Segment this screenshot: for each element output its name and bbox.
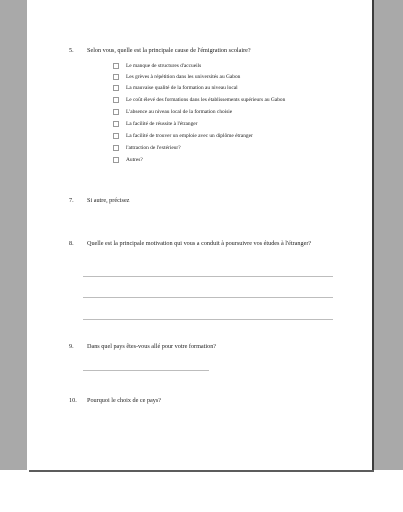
option-label: L'absence au niveau local de la formation choisie [126,109,233,115]
question-number: 8. [69,240,74,247]
question-10 [69,396,329,406]
question-number: 5. [69,47,74,54]
question-9 [69,342,329,352]
checkbox[interactable] [113,157,119,163]
question-5 [69,46,329,56]
checkbox[interactable] [113,121,119,127]
answer-line[interactable] [83,297,333,298]
option-label: Autres? [126,157,143,163]
document-page [27,0,372,470]
question-text: Si autre, précisez [87,197,130,204]
page-edge-shadow [372,0,374,470]
option-label: La mauvaise qualité de la formation au niveau local [126,85,238,91]
option-label: Le coût élevé des formations dans les établissements supérieurs au Gabon [126,97,286,103]
checkbox[interactable] [113,85,119,91]
checkbox[interactable] [113,133,119,139]
checkbox[interactable] [113,145,119,151]
question-number: 10. [69,397,77,404]
answer-line[interactable] [83,319,333,320]
question-text: Selon vous, quelle est la principale cause de l'émigration scolaire? [87,47,251,54]
question-8 [69,239,329,259]
question-7 [69,196,269,206]
question-text: Quelle est la principale motivation qui vous a conduit à poursuivre vos études à l'étranger? [87,240,312,247]
checkbox[interactable] [113,97,119,103]
option-label: Le manque de structures d'accueils [126,63,202,69]
option-label: La facilité de réussite à l'étranger [126,121,198,127]
question-text: Dans quel pays êtes-vous allé pour votre formation? [87,343,217,350]
question-text: Pourquoi le choix de ce pays? [87,397,162,404]
question-number: 9. [69,343,74,350]
checkbox[interactable] [113,63,119,69]
answer-line[interactable] [83,276,333,277]
option-label: l'attraction de l'extérieur? [126,145,181,151]
option-label: La facilité de trouver un emploie avec un diplôme étranger [126,133,253,139]
checkbox[interactable] [113,74,119,80]
checkbox[interactable] [113,109,119,115]
question-number: 7. [69,197,74,204]
option-label: Les grèves à répétition dans les universités au Gabon [126,74,241,80]
answer-line[interactable] [83,370,209,371]
